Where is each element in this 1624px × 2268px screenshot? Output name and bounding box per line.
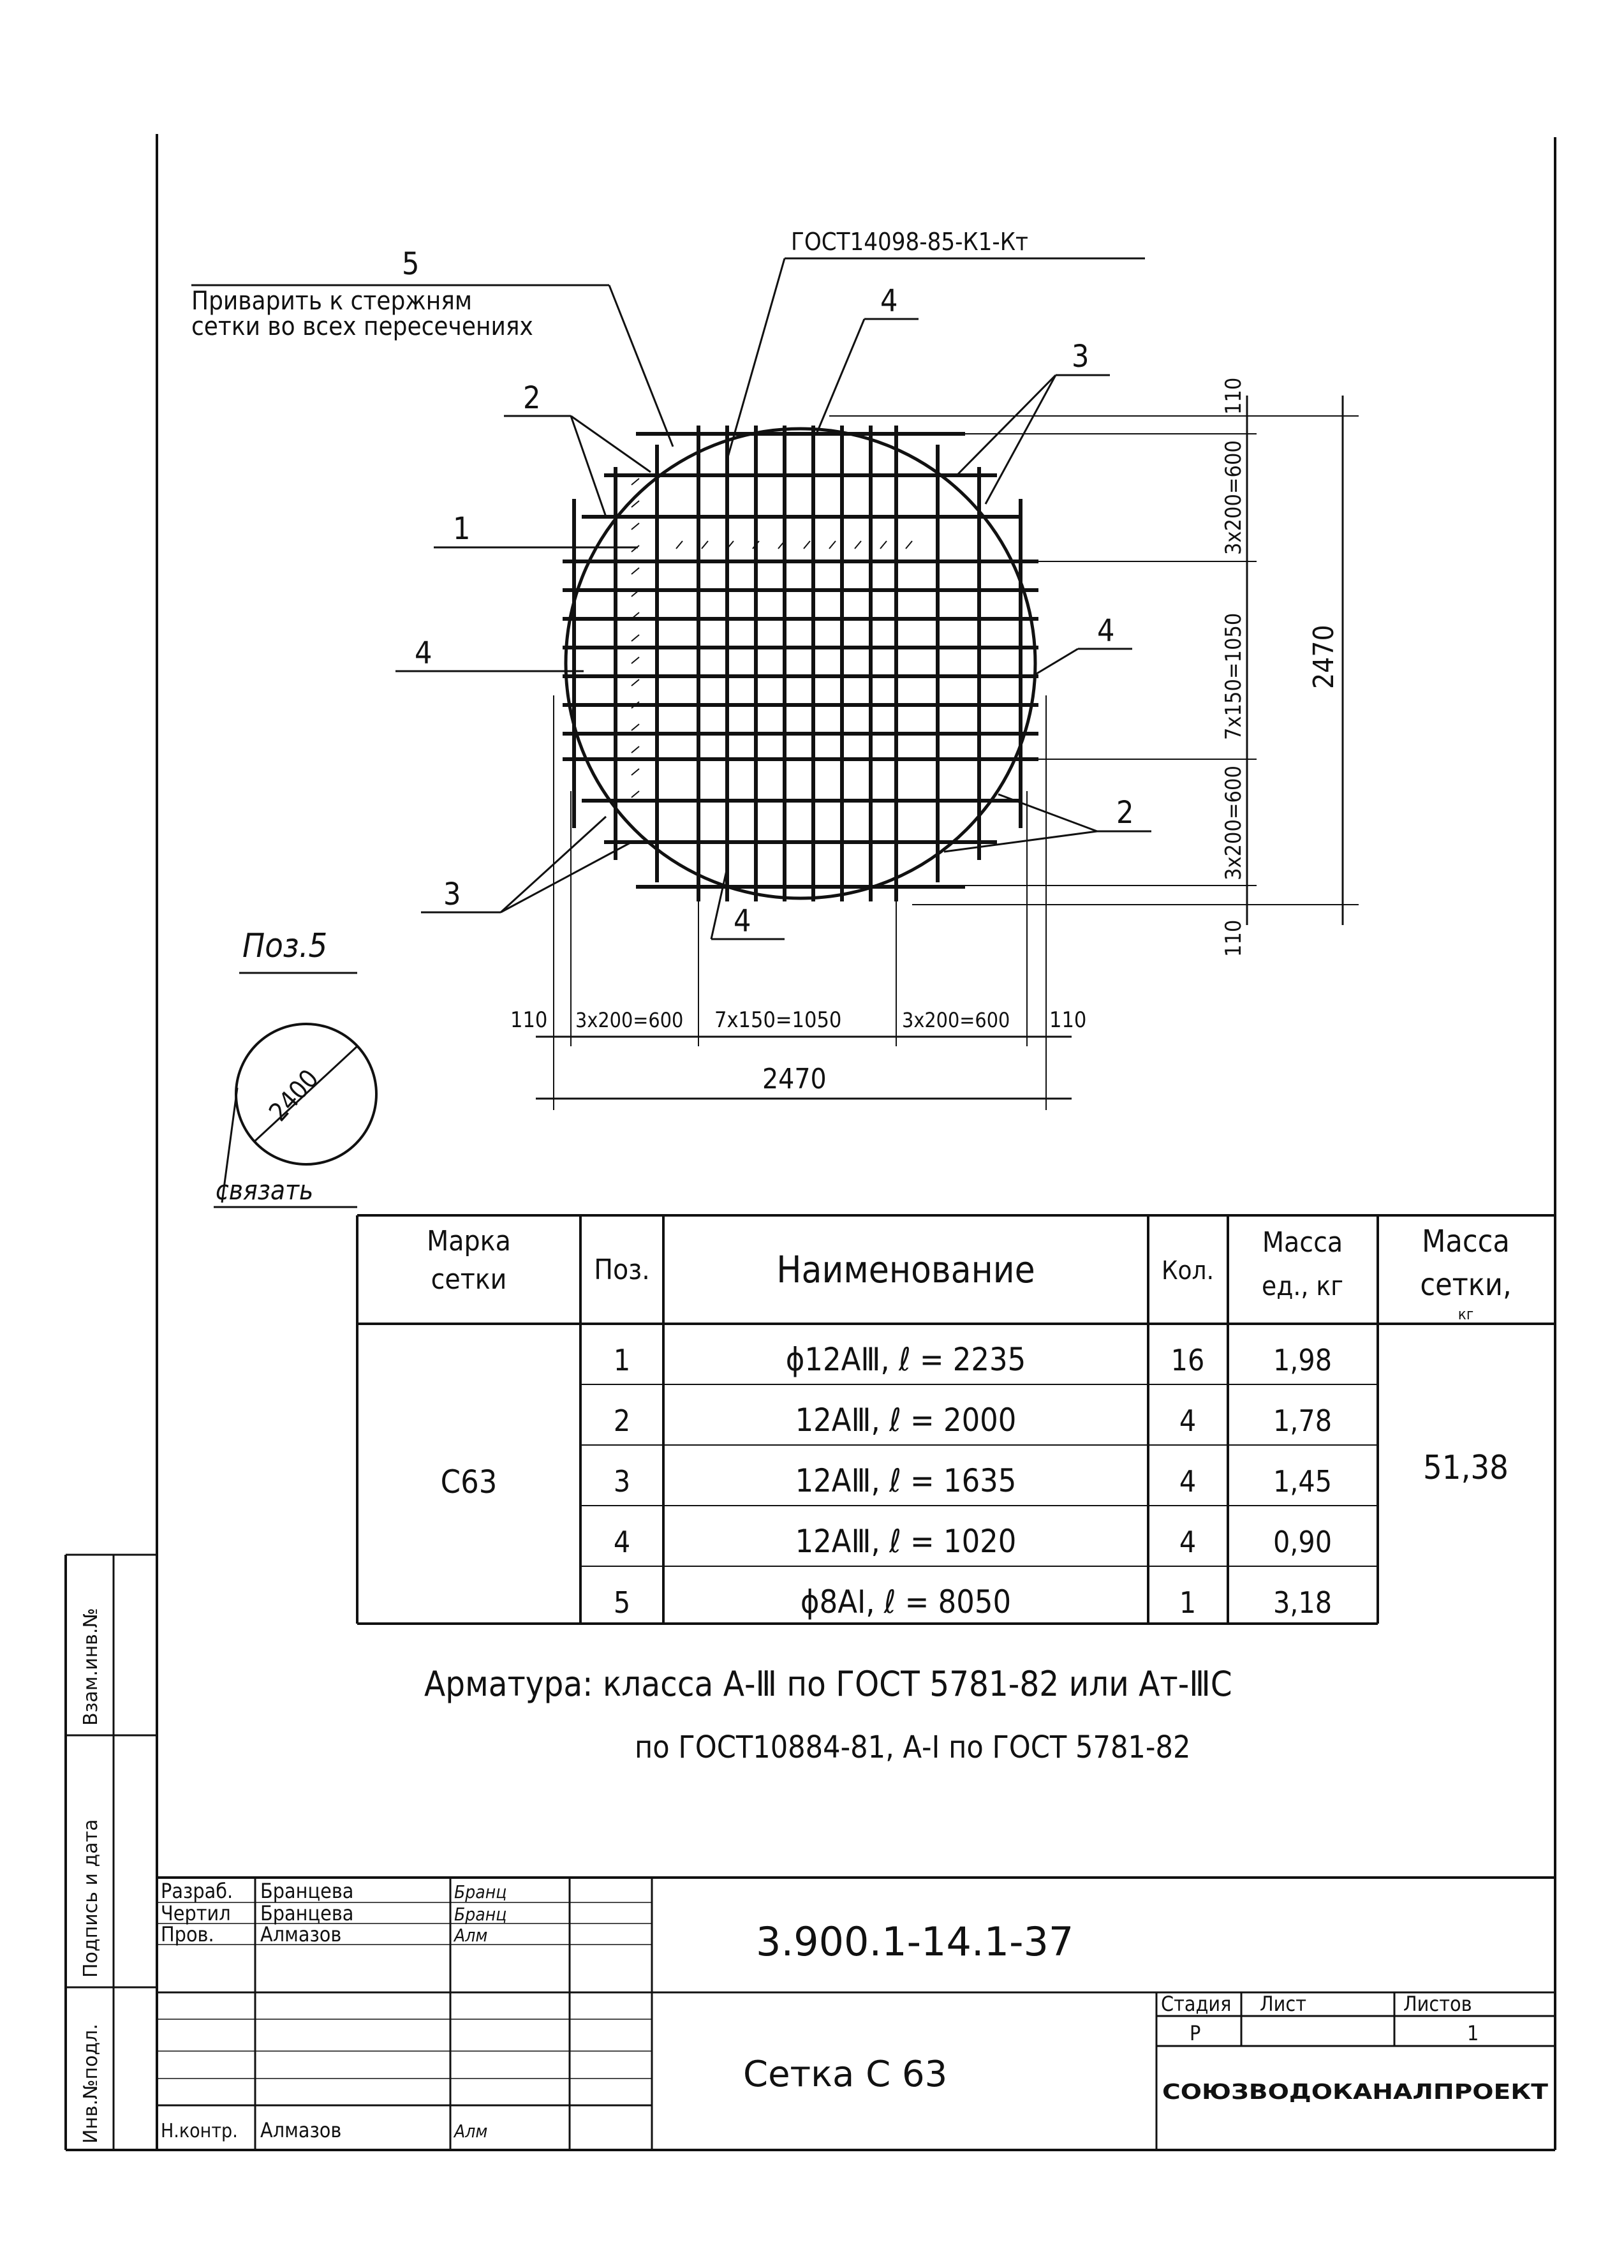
- sheet-label: Лист: [1260, 1992, 1306, 2016]
- signature-razrab: Бранц: [454, 1881, 507, 1902]
- spec-row-qty: 16: [1170, 1343, 1205, 1377]
- signature-prov: Алм: [454, 1925, 488, 1946]
- tie-mark: [631, 679, 639, 686]
- tie-mark: [631, 568, 639, 574]
- header-mesh-mass-line3: кг: [1458, 1305, 1474, 1323]
- spec-row-mass: 1,45: [1273, 1464, 1332, 1499]
- role-razrab: Разраб.: [161, 1879, 233, 1903]
- spec-row-mass: 0,90: [1273, 1525, 1332, 1559]
- role-prov: Пров.: [161, 1922, 214, 1946]
- note-line-1: Арматура: класса А-Ⅲ по ГОСТ 5781-82 или Ат-ⅢС: [424, 1664, 1232, 1704]
- mesh-mark: С63: [440, 1464, 498, 1501]
- header-unit-mass-line1: Масса: [1262, 1226, 1343, 1259]
- callout-5-text-line1: Приварить к стержням: [191, 286, 473, 316]
- pos-label-2-bottom: 2: [1116, 795, 1134, 831]
- callouts: [191, 228, 1151, 939]
- signature-nkontr: Алм: [454, 2121, 488, 2142]
- spec-row-pos: 2: [613, 1404, 631, 1438]
- spec-row-name: 12АⅢ, ℓ = 1635: [795, 1462, 1017, 1499]
- pos-label-4-top: 4: [880, 283, 898, 319]
- organization-name: СОЮЗВОДОКАНАЛПРОЕКТ: [1162, 2079, 1549, 2104]
- stage-value: Р: [1190, 2021, 1201, 2045]
- tie-mark: [631, 769, 639, 775]
- spec-row-name: 12АⅢ, ℓ = 1020: [795, 1523, 1017, 1560]
- header-name: Наименование: [776, 1248, 1035, 1291]
- tie-mark: [631, 724, 639, 730]
- dim-right-c: 3x200=600: [1221, 766, 1246, 880]
- tie-mark: [702, 541, 708, 549]
- vertical-bars: [574, 426, 1021, 901]
- role-nkontr: Н.контр.: [161, 2120, 238, 2142]
- header-unit-mass-line2: ед., кг: [1261, 1270, 1344, 1301]
- spec-table: [357, 1215, 1555, 1624]
- document-designation: 3.900.1-14.1-37: [756, 1918, 1074, 1965]
- side-stamp-vzam-inv: Взам.инв.№: [80, 1608, 102, 1726]
- header-mark-line1: Марка: [427, 1225, 511, 1257]
- spec-row-qty: 1: [1179, 1585, 1197, 1620]
- tie-mark: [631, 635, 639, 641]
- pos5-note: связать: [216, 1175, 314, 1206]
- header-pos: Поз.: [594, 1254, 650, 1286]
- gost-callout: ГОСТ14098-85-К1-Кт: [791, 228, 1028, 256]
- tie-mark: [631, 657, 639, 663]
- spec-row-qty: 4: [1179, 1525, 1197, 1559]
- mesh-mass-total: 51,38: [1423, 1449, 1509, 1487]
- spec-row-pos: 4: [613, 1525, 631, 1559]
- callout-5-number: 5: [402, 246, 420, 282]
- tie-mark: [631, 791, 639, 797]
- tie-mark: [631, 523, 639, 530]
- spec-row-name: 12АⅢ, ℓ = 2000: [795, 1402, 1017, 1439]
- pos5-title: Поз.5: [242, 927, 328, 965]
- tie-mark: [880, 541, 887, 549]
- dim-bottom-c: 3x200=600: [902, 1008, 1010, 1032]
- note-line-2: по ГОСТ10884-81, А-I по ГОСТ 5781-82: [635, 1730, 1191, 1765]
- mesh-plan: [563, 426, 1038, 901]
- name-razrab: Бранцева: [260, 1879, 354, 1903]
- side-stamp: [66, 1555, 157, 2150]
- tie-mark: [829, 541, 836, 549]
- pos-label-4-left: 4: [415, 635, 432, 671]
- tie-mark: [631, 746, 639, 753]
- dim-bottom-left: 110: [510, 1007, 548, 1033]
- pos5-detail: [214, 927, 376, 1207]
- pos5-diameter: 2400: [263, 1064, 325, 1127]
- dim-bottom-b: 7x150=1050: [714, 1007, 842, 1033]
- header-mark-line2: сетки: [431, 1263, 507, 1296]
- tie-mark: [906, 541, 912, 549]
- dim-bottom-right: 110: [1049, 1007, 1087, 1033]
- spec-row-name: ϕ12АⅢ, ℓ = 2235: [785, 1341, 1026, 1378]
- pos-label-2-top: 2: [523, 380, 541, 416]
- spec-row-mass: 1,98: [1273, 1343, 1332, 1377]
- stage-label: Стадия: [1161, 1992, 1232, 2016]
- sheet-frame: [66, 134, 1555, 2150]
- tie-mark: [631, 501, 639, 507]
- mesh-outline-circle: [566, 429, 1035, 898]
- tie-mark: [631, 478, 639, 485]
- sheets-value: 1: [1467, 2021, 1479, 2045]
- sheet-title: Сетка С 63: [743, 2054, 948, 2095]
- dim-right-a: 3x200=600: [1221, 440, 1246, 555]
- spec-row-qty: 4: [1179, 1464, 1197, 1499]
- header-qty: Кол.: [1162, 1256, 1214, 1286]
- role-chertil: Чертил: [161, 1901, 231, 1925]
- pos-label-4-bottom: 4: [734, 903, 751, 939]
- side-stamp-signature-date: Подпись и дата: [80, 1819, 102, 1978]
- callout-5-text-line2: сетки во всех пересечениях: [191, 312, 533, 341]
- dim-bottom-total: 2470: [762, 1063, 827, 1095]
- signature-chertil: Бранц: [454, 1904, 507, 1925]
- spec-row-qty: 4: [1179, 1404, 1197, 1438]
- reinforcement-note: [424, 1664, 1232, 1765]
- spec-row-mass: 1,78: [1273, 1404, 1332, 1438]
- dim-bottom-a: 3x200=600: [575, 1008, 684, 1032]
- spec-row-pos: 5: [613, 1585, 631, 1620]
- horizontal-bars: [563, 434, 1038, 887]
- dim-right-top: 110: [1221, 377, 1246, 415]
- pos-label-3-bottom: 3: [443, 877, 461, 912]
- dim-right-bottom: 110: [1221, 919, 1246, 957]
- name-chertil: Бранцева: [260, 1901, 354, 1925]
- sheets-label: Листов: [1403, 1992, 1472, 2016]
- pos-label-1: 1: [453, 511, 471, 547]
- spec-row-pos: 3: [613, 1464, 631, 1499]
- title-block: [157, 1878, 1555, 2150]
- tie-mark: [804, 541, 810, 549]
- tie-mark: [855, 541, 861, 549]
- header-mesh-mass-line1: Масса: [1422, 1224, 1510, 1259]
- spec-row-pos: 1: [613, 1343, 631, 1377]
- tie-mark: [676, 541, 683, 549]
- dim-right-total: 2470: [1308, 625, 1340, 689]
- header-mesh-mass-line2: сетки,: [1420, 1267, 1512, 1303]
- name-prov: Алмазов: [260, 1922, 342, 1946]
- dim-right-b: 7x150=1050: [1221, 612, 1246, 740]
- pos-label-4-right: 4: [1097, 613, 1115, 649]
- spec-row-name: ϕ8АⅠ, ℓ = 8050: [800, 1583, 1012, 1620]
- dimensions-right: [829, 378, 1359, 957]
- side-stamp-inv-podl: Инв.№подл.: [80, 2024, 102, 2144]
- pos-label-3-top: 3: [1072, 339, 1089, 374]
- name-nkontr: Алмазов: [260, 2118, 342, 2142]
- spec-row-mass: 3,18: [1273, 1585, 1332, 1620]
